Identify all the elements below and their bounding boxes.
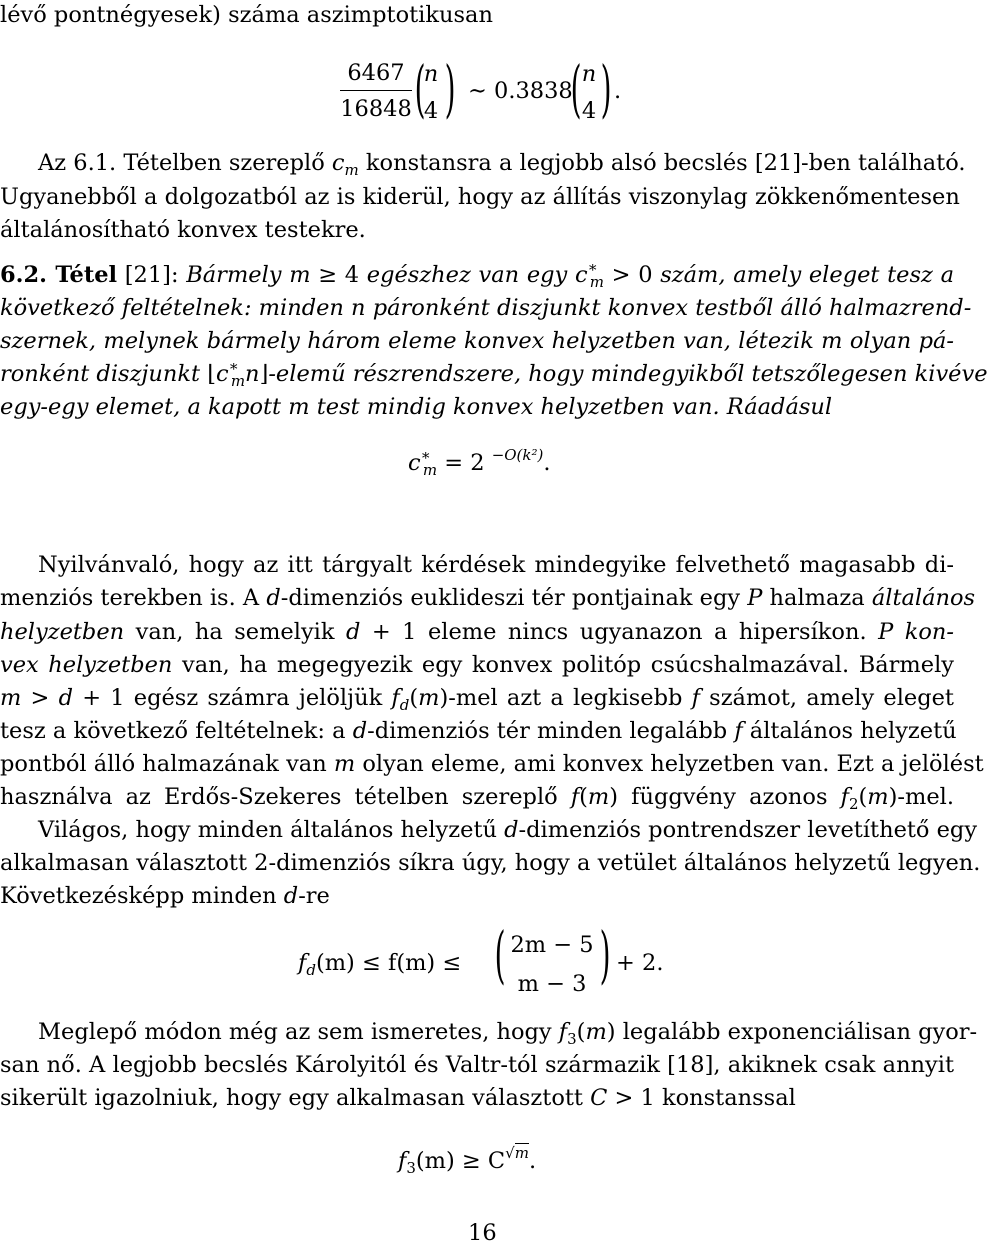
fraction-numerator: 6467: [340, 60, 412, 91]
page-number: 16: [468, 1220, 497, 1246]
text-line: használva az Erdős-Szekeres tételben szereplő f(m) függvény azonos $f_2(m)$-mel.: [0, 784, 954, 813]
right-paren: ): [599, 918, 611, 991]
text-line: lévő pontnégyesek) száma aszimptotikusan: [0, 2, 493, 28]
right-paren: ): [444, 52, 456, 125]
left-paren: (: [570, 52, 582, 125]
text-line: sikerült igazolniuk, hogy egy alkalmasan választott C > 1 konstanssal: [0, 1085, 796, 1111]
fraction-denominator: 16848: [340, 96, 412, 122]
text-line: általánosítható konvex testekre.: [0, 217, 366, 243]
text-line: Következésképp minden d-re: [0, 883, 330, 909]
asymp-value: ∼ 0.3838: [468, 78, 573, 104]
period: .: [614, 78, 622, 104]
theorem-line: következő feltételnek: minden n páronként diszjunkt konvex testből álló halmazrend-: [0, 295, 972, 321]
text-line: san nő. A legjobb becslés Károlyitól és Valtr-tól származik [18], akiknek csak annyit: [0, 1052, 954, 1078]
text-line: vex helyzetben van, ha megegyezik egy konvex politóp csúcshalmazával. Bármely: [0, 652, 954, 678]
binomial: [500, 934, 604, 995]
theorem-line: ronként diszjunkt $⌊c^∗_mn⌋$-elemű részrendszere, hogy mindegyikből tetszőlegesen kivéve: [0, 357, 988, 390]
text-line: Nyilvánvaló, hogy az itt tárgyalt kérdések mindegyike felvethető magasabb di-: [38, 552, 954, 578]
text-line: tesz a következő feltételnek: a d-dimenziós tér minden legalább f általános helyzetű: [0, 718, 957, 744]
theorem-line: egy-egy elemet, a kapott m test mindig konvex helyzetben van. Ráadásul: [0, 394, 833, 420]
binom-bottom: 4: [581, 97, 597, 124]
text-line: pontból álló halmazának van m olyan eleme, ami konvex helyzetben van. Ezt a jelölést: [0, 751, 984, 777]
fraction: [340, 60, 412, 122]
binomial: [420, 63, 442, 122]
binom-top: n: [423, 61, 439, 87]
left-paren: (: [494, 918, 506, 991]
theorem-line: szernek, melynek bármely három eleme konvex helyzetben van, létezik m olyan pá-: [0, 328, 954, 354]
equation-f3-bound: $f_3(m) \ge C^{√m}$.: [398, 1144, 537, 1177]
binom-bottom: 4: [423, 97, 439, 124]
left-paren: (: [414, 52, 426, 125]
text-line: Az 6.1. Tételben szereplő $c_m$ konstansra a legjobb alsó becslés [21]-ben található.: [38, 150, 966, 179]
binom-bottom: m − 3: [517, 970, 587, 997]
equation-cm: $c^∗_m = 2$ $^{-O(k^2)}$.: [408, 446, 551, 479]
text-line: helyzetben van, ha semelyik d + 1 eleme nincs ugyanazon a hipersíkon. P kon-: [0, 619, 954, 645]
binom-top: 2m − 5: [510, 932, 594, 958]
right-paren: ): [600, 52, 612, 125]
text-line: Világos, hogy minden általános helyzetű d-dimenziós pontrendszer levetíthető egy: [38, 817, 978, 843]
text-line: menziós terekben is. A d-dimenziós euklideszi tér pontjainak egy P halmaza általános: [0, 585, 976, 611]
text-line: m > d + 1 egész számra jelöljük $f_d(m)$-mel azt a legkisebb f számot, amely eleget: [0, 685, 954, 714]
text-line: alkalmasan választott 2-dimenziós síkra úgy, hogy a vetület általános helyzetű legyen.: [0, 850, 981, 876]
binomial: [578, 63, 600, 122]
text-line: Ugyanebből a dolgozatból az is kiderül, hogy az állítás viszonylag zökkenőmentesen: [0, 184, 960, 210]
binom-top: n: [581, 61, 597, 87]
theorem-line: 6.2. Tétel [21]: Bármely m ≥ 4 egészhez van egy $c^∗_m > 0$ szám, amely eleget tesz a: [0, 258, 954, 291]
theorem-label: 6.2. Tétel: [0, 262, 118, 288]
text-line: Meglepő módon még az sem ismeretes, hogy $f_3(m)$ legalább exponenciálisan gyor-: [38, 1019, 978, 1048]
